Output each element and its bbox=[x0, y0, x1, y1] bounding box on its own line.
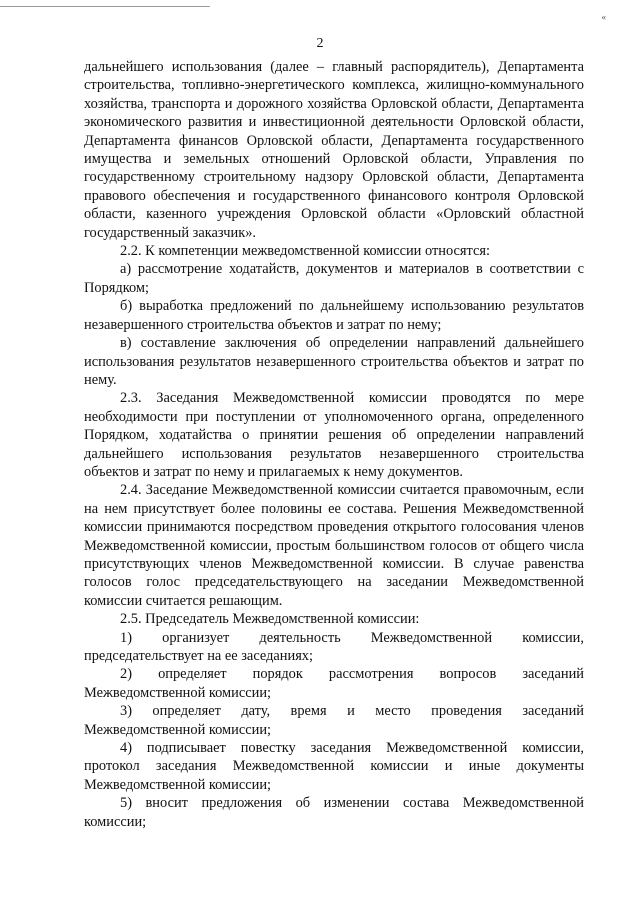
paragraph-2-2-c: в) составление заключения об определении направлений дальнейшего использования результатов незавершенного строительства объектов и затрат по нему. bbox=[84, 335, 584, 388]
paragraph-2-2-a: а) рассмотрение ходатайств, документов и материалов в соответствии с Порядком; bbox=[84, 261, 584, 296]
paragraph-2-2-b: б) выработка предложений по дальнейшему использованию результатов незавершенного строительства объектов и затрат по нему; bbox=[84, 298, 584, 333]
paragraph-2-4: 2.4. Заседание Межведомственной комиссии считается правомочным, если на нем присутствует более половины ее состава. Решения Межведомственной комиссии принимаются посредством проведения открытого голосования членов Межведомственной комиссии, простым большинством голосов от общего числа присутствующих членов Межведомственной комиссии. В случае равенства голосов голос председательствующего на заседании Межведомственной комиссии считается решающим. bbox=[84, 482, 584, 609]
paragraph-2-5: 2.5. Председатель Межведомственной комиссии: bbox=[120, 611, 420, 628]
paragraph-continuation: дальнейшего использования (далее – главный распорядитель), Департамента строительства, топливно-энергетического комплекса, жилищно-коммунального хозяйства, транспорта и дорожного хозяйства Орловской области, Департамента экономического развития и инвестиционной деятельности Орловской области, Департамента финансов Орловской области, Департамента государственного имущества и земельных отношений Орловской области, Управления по государственному строительному надзору Орловской области, Департамента правового обеспечения и государственного финансового контроля Орловской области, казенного учреждения Орловской области «Орловский областной государственный заказчик». bbox=[84, 59, 584, 241]
paragraph-2-5-1: 1) организует деятельность Межведомственной комиссии, председательствует на ее заседаниях; bbox=[84, 629, 584, 664]
paragraph-2-2: 2.2. К компетенции межведомственной комиссии относятся: bbox=[120, 243, 490, 260]
paragraph-2-5-2: 2) определяет порядок рассмотрения вопросов заседаний Межведомственной комиссии; bbox=[84, 666, 584, 701]
paragraph-2-5-4: 4) подписывает повестку заседания Межведомственной комиссии, протокол заседания Межведомственной комиссии и иные документы Межведомственной комиссии; bbox=[84, 740, 584, 793]
scan-border-line bbox=[0, 6, 210, 7]
paragraph-2-5-5: 5) вносит предложения об изменении состава Межведомственной комиссии; bbox=[84, 795, 584, 830]
document-body bbox=[84, 58, 584, 831]
paragraph-2-5-3: 3) определяет дату, время и место проведения заседаний Межведомственной комиссии; bbox=[84, 703, 584, 738]
page-number: 2 bbox=[316, 36, 324, 51]
corner-mark: « bbox=[601, 12, 606, 22]
paragraph-2-3: 2.3. Заседания Межведомственной комиссии проводятся по мере необходимости при поступлении от уполномоченного органа, определенного Порядком, ходатайства о принятии решения об определении направлений дальнейшего использования результатов незавершенного строительства объектов и затрат по нему и прилагаемых к нему документов. bbox=[84, 390, 584, 480]
